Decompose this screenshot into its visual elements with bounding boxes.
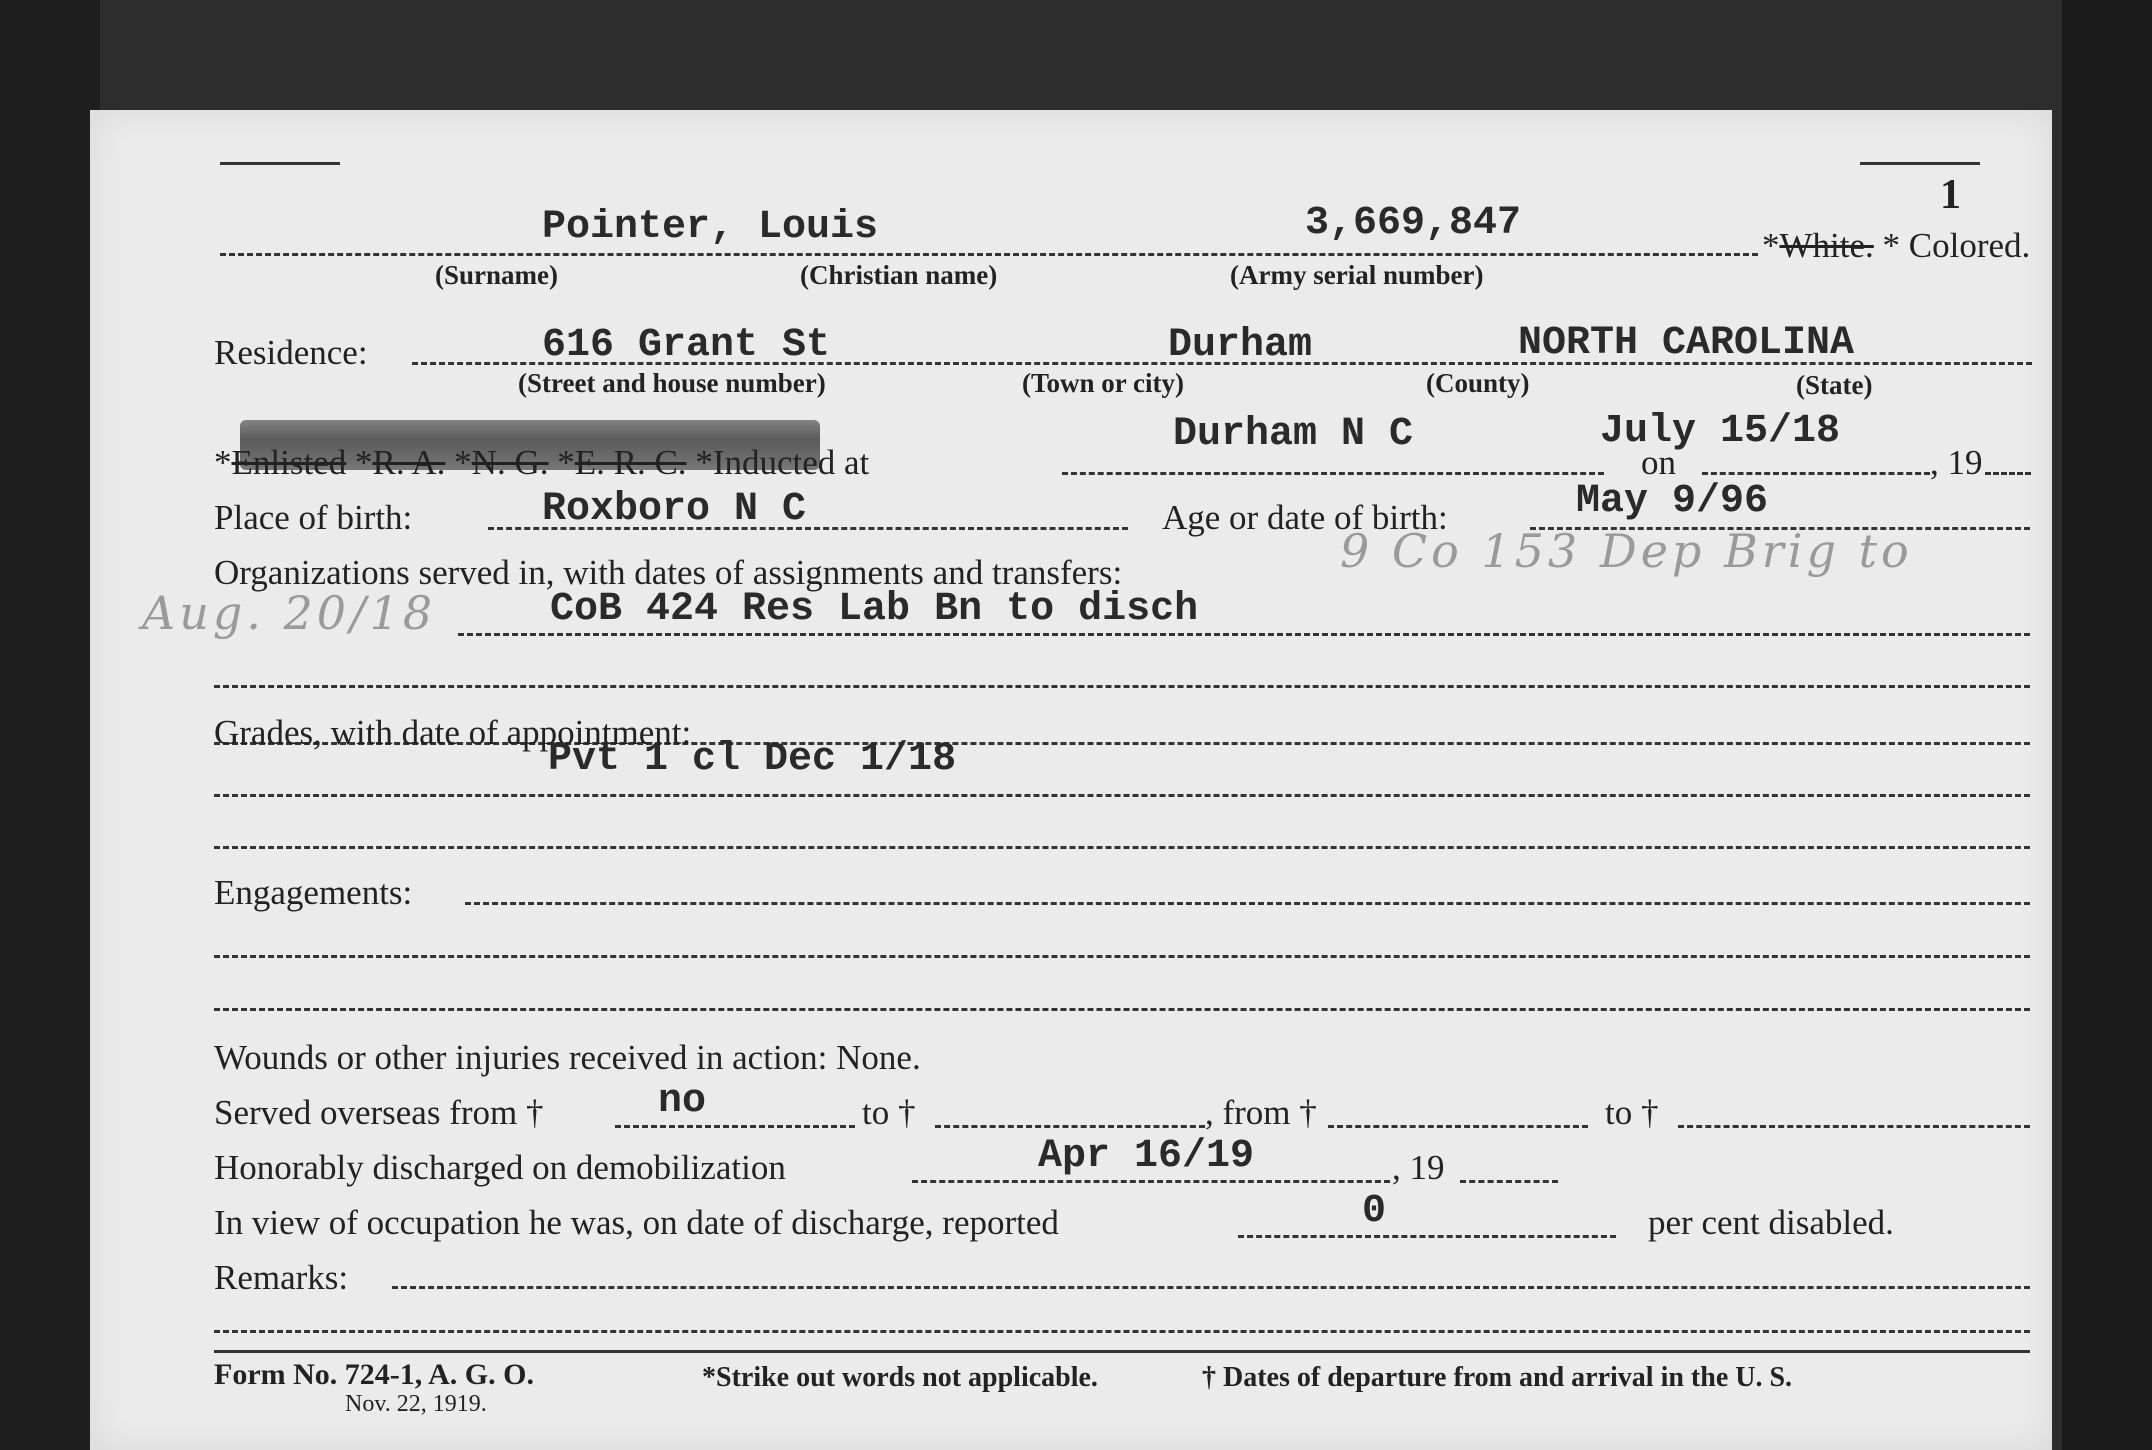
inducted-date-line <box>1702 472 1930 475</box>
engagements-line-2 <box>214 955 2030 958</box>
grades-line-1 <box>214 794 2030 797</box>
inducted-year-line <box>1985 472 2031 475</box>
on-label: on <box>1641 443 1676 482</box>
overseas-from2-label: , from † <box>1205 1093 1317 1132</box>
organizations-handwritten-note: 9 Co 153 Dep Brig to <box>1340 524 1913 578</box>
birth-date: May 9/96 <box>1576 479 1769 524</box>
birth-place-label: Place of birth: <box>214 498 413 537</box>
inducted-place-line <box>1062 472 1604 475</box>
form-date: Nov. 22, 1919. <box>345 1391 487 1417</box>
race-white-struck: White. <box>1779 226 1874 265</box>
state-caption: (State) <box>1796 370 1873 400</box>
organizations-line-1 <box>458 633 2030 636</box>
town-caption: (Town or city) <box>1022 368 1184 398</box>
discharge-year-label: , 19 <box>1392 1148 1445 1187</box>
card-number: 1 <box>1940 172 1961 218</box>
disability-suffix: per cent disabled. <box>1648 1203 1894 1242</box>
residence-label: Residence: <box>214 333 368 372</box>
organizations-label: Organizations served in, with dates of assignments and transfers: <box>214 553 1123 592</box>
organizations-line-2 <box>214 685 2030 688</box>
overseas-from-value: no <box>658 1079 707 1124</box>
grades-value: Pvt 1 cl Dec 1/18 <box>548 737 957 782</box>
inducted-year-label: , 19 <box>1930 443 1983 482</box>
engagements-label: Engagements: <box>214 873 413 912</box>
wounds-label: Wounds or other injuries received in action: None. <box>214 1038 921 1077</box>
overseas-from-line <box>615 1125 855 1128</box>
disability-line <box>1238 1235 1616 1238</box>
discharge-year-line <box>1460 1180 1558 1183</box>
grades-label: Grades, with date of appointment: <box>214 713 692 752</box>
overseas-to2-line <box>1678 1125 2030 1128</box>
scan-right-edge <box>2062 0 2152 1450</box>
serial-value: 3,669,847 <box>1305 201 1522 246</box>
service-record-card <box>90 110 2052 1450</box>
name-value: Pointer, Louis <box>542 205 879 250</box>
top-right-rule <box>1860 162 1980 165</box>
engagements-line-1 <box>465 902 2030 905</box>
footer-rule <box>214 1350 2030 1353</box>
remarks-line-1 <box>392 1286 2030 1289</box>
street-caption: (Street and house number) <box>518 368 826 398</box>
birth-place: Roxboro N C <box>542 487 807 532</box>
surname-caption: (Surname) <box>435 260 558 290</box>
christian-name-caption: (Christian name) <box>800 260 998 290</box>
wounds-value: None. <box>836 1038 921 1077</box>
county-caption: (County) <box>1426 368 1530 398</box>
remarks-label: Remarks: <box>214 1258 349 1297</box>
organizations-handwritten-date: Aug. 20/18 <box>142 586 437 640</box>
overseas-from2-line <box>1328 1125 1588 1128</box>
serial-caption: (Army serial number) <box>1230 260 1484 290</box>
birth-date-label: Age or date of birth: <box>1162 498 1448 537</box>
discharge-date-line <box>912 1180 1390 1183</box>
inducted-place: Durham N C <box>1173 412 1414 457</box>
engagements-line-3 <box>214 1008 2030 1011</box>
strike-note: *Strike out words not applicable. <box>702 1362 1098 1393</box>
grades-line-2 <box>214 846 2030 849</box>
disability-label: In view of occupation he was, on date of discharge, reported <box>214 1203 1059 1242</box>
scan-left-edge <box>0 0 100 1450</box>
residence-state: NORTH CAROLINA <box>1518 321 1855 366</box>
discharge-label: Honorably discharged on demobilization <box>214 1148 786 1187</box>
inducted-date: July 15/18 <box>1600 409 1841 454</box>
race-options: *White. * Colored. <box>1762 226 2031 265</box>
name-line <box>220 253 1758 256</box>
residence-street: 616 Grant St <box>542 323 831 368</box>
remarks-line-2 <box>214 1330 2030 1333</box>
top-left-rule <box>220 162 340 165</box>
overseas-label: Served overseas from † <box>214 1093 544 1132</box>
residence-line <box>412 362 2032 365</box>
overseas-to-line <box>935 1125 1205 1128</box>
dates-note: † Dates of departure from and arrival in the U. S. <box>1202 1362 1793 1393</box>
disability-value: 0 <box>1362 1189 1387 1234</box>
birth-place-line <box>488 527 1128 530</box>
enlistment-options: *Enlisted *R. A. *N. G. *E. R. C. *Inducted at <box>214 443 870 482</box>
organizations-typed: CoB 424 Res Lab Bn to disch <box>550 587 1199 632</box>
residence-town: Durham <box>1168 323 1313 368</box>
overseas-to-label: to † <box>862 1093 916 1132</box>
overseas-to2-label: to † <box>1605 1093 1659 1132</box>
form-number: Form No. 724-1, A. G. O. <box>214 1358 534 1391</box>
discharge-date: Apr 16/19 <box>1038 1134 1255 1179</box>
